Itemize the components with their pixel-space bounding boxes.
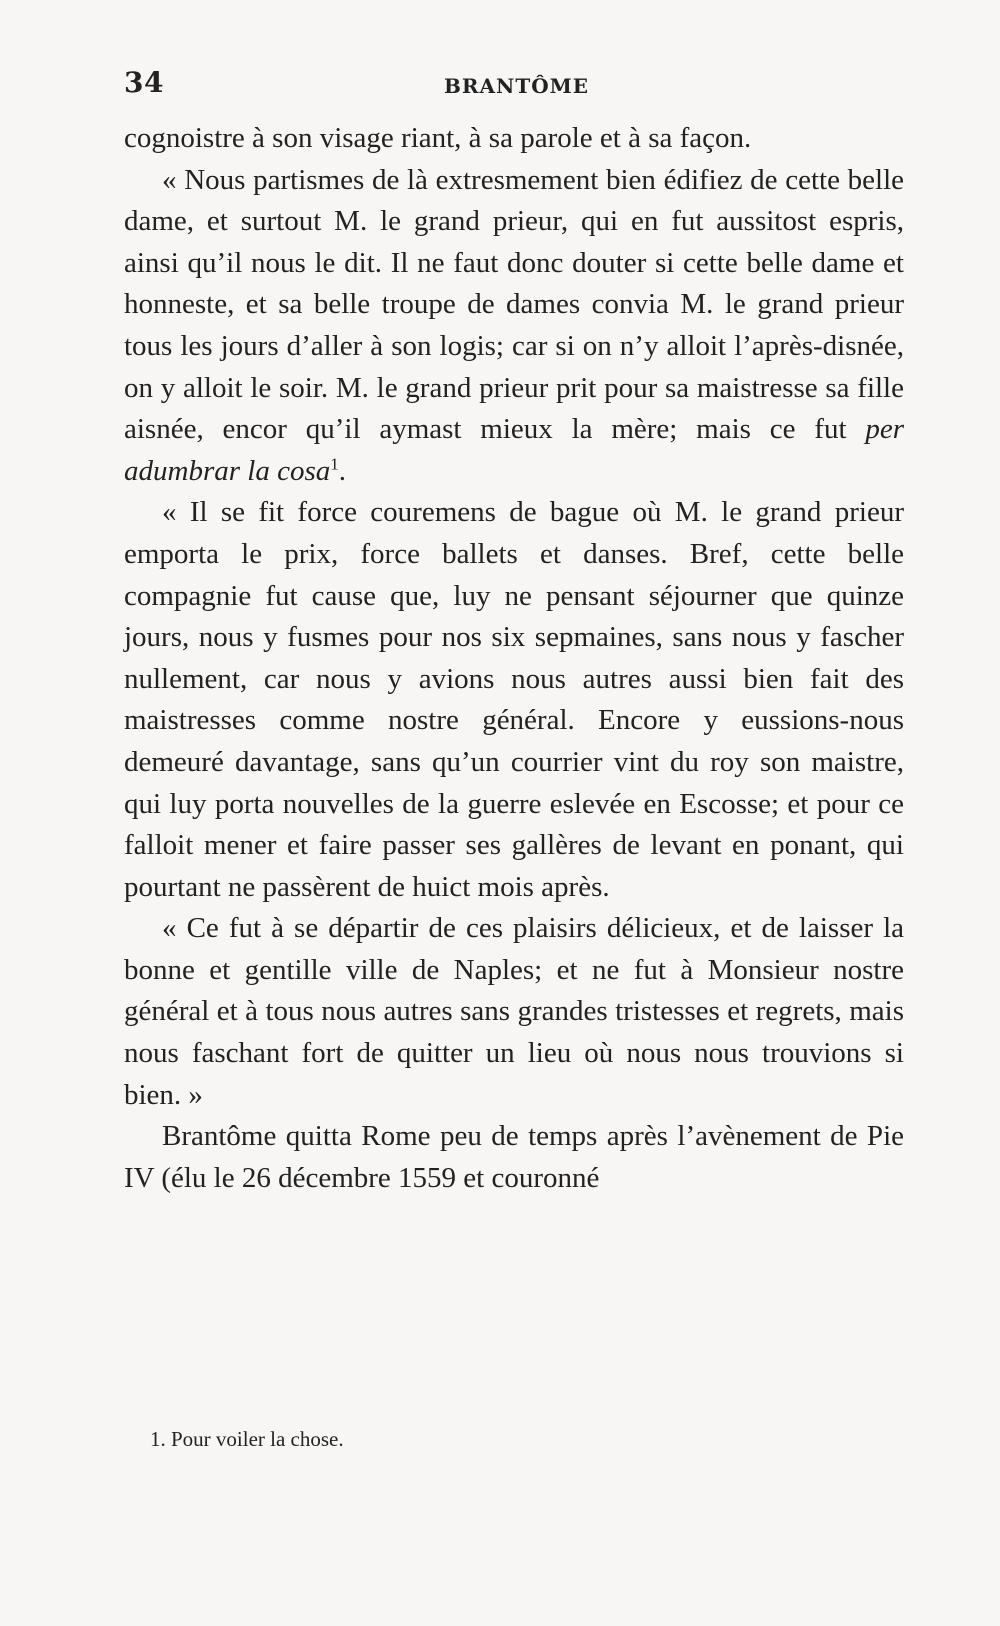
paragraph-4: « Ce fut à se départir de ces plaisirs délicieux, et de laisser la bonne et gentille ville de Naples; et ne fut à Monsieur nostre général et à tous nous autres sans grandes tristesses et regrets, mais nous faschant fort de quitter un lieu où nous nous trouvions si bien. »: [124, 912, 904, 1111]
footnote: 1. Pour voiler la chose.: [150, 1427, 344, 1451]
footnote-reference: 1: [330, 454, 339, 474]
running-head: BRANTÔME: [444, 74, 590, 98]
paragraph-2-text: « Nous partismes de là extresmement bien édifiez de cette belle dame, et surtout M. le grand prieur, qui en fut aussitost espris, ainsi qu’il nous le dit. Il ne faut donc douter si cette belle dame et honneste, et sa belle troupe de dames convia M. le grand prieur tous les jours d’aller à son logis; car si on n’y alloit l’après-disnée, on y alloit le soir. M. le grand prieur prit pour sa maistresse sa fille aisnée, encor qu’il aymast mieux la mère; mais ce fut: [124, 163, 904, 446]
paragraph-3: « Il se fit force couremens de bague où M. le grand prieur emporta le prix, force ballets et danses. Bref, cette belle compagnie fut cause que, luy ne pensant séjourner que quinze jours, nous y fusmes pour nos six sepmaines, sans nous y fascher nullement, car nous y avions nous autres aussi bien fait des maistresses comme nostre général. Encore y eussions-nous demeuré davantage, sans qu’un courrier vint du roy son maistre, qui luy porta nouvelles de la guerre eslevée en Escosse; et pour ce falloit mener et faire passer ses gallères de levant en ponant, qui pourtant ne passèrent de huict mois après.: [124, 496, 904, 903]
paragraph-2-end: .: [338, 454, 346, 487]
paragraph-2: [124, 160, 904, 493]
italic-phrase: per adumbrar la cosa: [124, 413, 904, 487]
body-text: [124, 118, 904, 1199]
page-header: [124, 66, 904, 106]
page-number: 34: [124, 66, 164, 99]
paragraph-1: cognoistre à son visage riant, à sa parole et à sa façon.: [124, 122, 752, 154]
paragraph-5: Brantôme quitta Rome peu de temps après l’avènement de Pie IV (élu le 26 décembre 1559 et couronné: [124, 1120, 904, 1194]
